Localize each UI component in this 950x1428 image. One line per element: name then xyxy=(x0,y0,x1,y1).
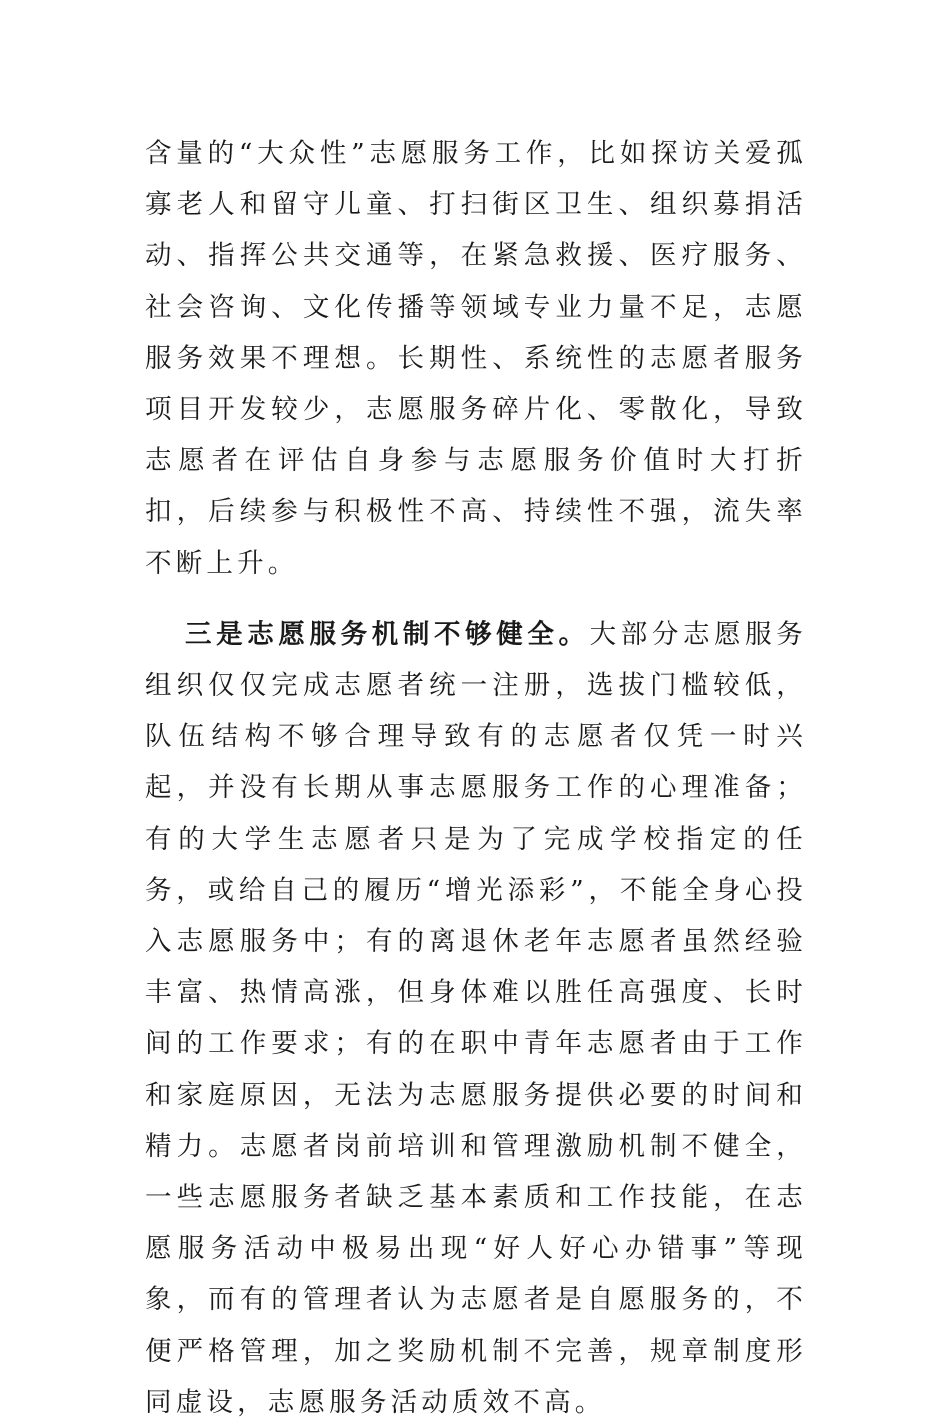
paragraph-mechanism xyxy=(145,609,807,1428)
paragraph-continuation: 含量的“大众性”志愿服务工作，比如探访关爱孤寡老人和留守儿童、打扫街区卫生、组织募捐活动、指挥公共交通等，在紧急救援、医疗服务、社会咨询、文化传播等领域专业力量不足，志愿服务效果不理想。长期性、系统性的志愿者服务项目开发较少，志愿服务碎片化、零散化，导致志愿者在评估自身参与志愿服务价值时大打折扣，后续参与积极性不高、持续性不强，流失率不断上升。 xyxy=(145,138,807,579)
paragraph-lead-heading: 三是志愿服务机制不够健全。 xyxy=(185,618,590,650)
document-page xyxy=(145,128,807,1428)
paragraph-body-text: 大部分志愿服务组织仅仅完成志愿者统一注册，选拔门槛较低，队伍结构不够合理导致有的志愿者仅凭一时兴起，并没有长期从事志愿服务工作的心理准备；有的大学生志愿者只是为了完成学校指定的任务，或给自己的履历“增光添彩”，不能全身心投入志愿服务中；有的离退休老年志愿者虽然经验丰富、热情高涨，但身体难以胜任高强度、长时间的工作要求；有的在职中青年志愿者由于工作和家庭原因，无法为志愿服务提供必要的时间和精力。志愿者岗前培训和管理激励机制不健全，一些志愿服务者缺乏基本素质和工作技能，在志愿服务活动中极易出现“好人好心办错事”等现象，而有的管理者认为志愿者是自愿服务的，不便严格管理，加之奖励机制不完善，规章制度形同虚设，志愿服务活动质效不高。 xyxy=(145,618,807,1418)
